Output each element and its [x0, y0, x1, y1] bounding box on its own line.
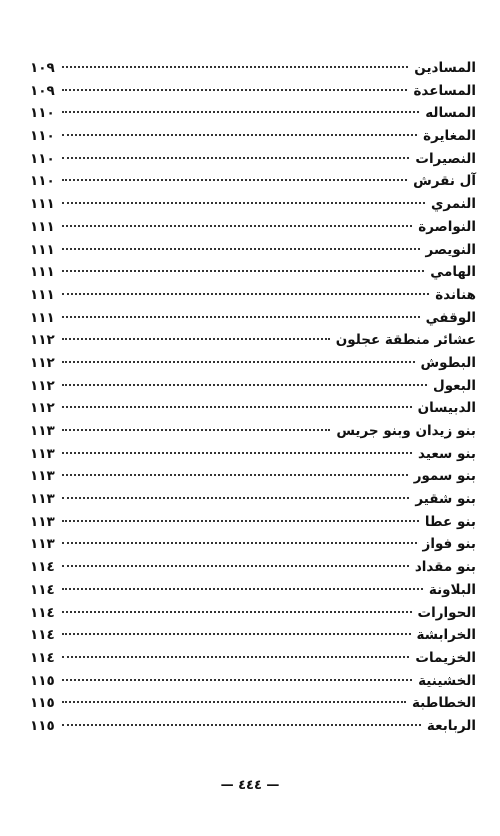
dot-leader: [62, 88, 407, 91]
dot-leader: [62, 383, 427, 386]
toc-entry-title: الربابعة: [426, 717, 476, 734]
dot-leader: [62, 201, 425, 204]
toc-entry-title: بنو عطا: [424, 513, 476, 530]
toc-entry-page: ١١٣: [30, 536, 55, 553]
dot-leader: [62, 541, 417, 544]
dot-leader: [62, 473, 408, 476]
toc-entry-page: ١١٣: [30, 513, 55, 530]
toc-entry-title: بنو مقداد: [414, 559, 476, 576]
toc-entry: [30, 511, 476, 534]
toc-entry-title: الحوارات: [417, 604, 476, 621]
toc-entry-title: بنو سمور: [413, 468, 476, 485]
toc-entry-page: ١١٢: [30, 377, 55, 394]
dot-leader: [62, 405, 412, 408]
toc-entry-title: المغايرة: [423, 128, 476, 145]
toc-entry: [30, 102, 476, 125]
toc-entry: [30, 465, 476, 488]
dot-leader: [62, 723, 421, 726]
toc-entry: [30, 261, 476, 284]
toc-entry-title: بنو شقير: [415, 491, 476, 508]
toc-entry: [30, 125, 476, 148]
toc-entry: [30, 352, 476, 375]
toc-entry-page: ١١٢: [30, 354, 55, 371]
toc-entry-title: الدبيسان: [417, 400, 476, 417]
toc-entry-title: النمري: [430, 196, 476, 213]
toc-entry-title: المساله: [425, 105, 476, 122]
toc-entry-page: ١١٠: [30, 150, 55, 167]
toc-entry: [30, 579, 476, 602]
dot-leader: [62, 133, 417, 136]
toc-entry: [30, 556, 476, 579]
toc-entry-page: ١١١: [30, 218, 55, 235]
toc-entry-title: البطوش: [420, 354, 476, 371]
toc-entry-page: ١١١: [30, 309, 55, 326]
dot-leader: [62, 65, 408, 68]
toc-entry-title: عشائر منطقة عجلون: [335, 332, 476, 349]
toc-entry: [30, 375, 476, 398]
toc-entry-page: ١٠٩: [30, 82, 55, 99]
dot-leader: [62, 655, 409, 658]
toc-entry: [30, 397, 476, 420]
dot-leader: [62, 632, 411, 635]
toc-entry: [30, 148, 476, 171]
dot-leader: [62, 564, 409, 567]
toc-entry: [30, 80, 476, 103]
dot-leader: [62, 587, 423, 590]
toc-entry-page: ١١٤: [30, 627, 55, 644]
toc-entry-page: ١١٤: [30, 581, 55, 598]
toc-entry: [30, 670, 476, 693]
toc-entry-page: ١١٤: [30, 559, 55, 576]
toc-entry-page: ١١١: [30, 196, 55, 213]
toc-entry-title: البعول: [432, 377, 476, 394]
toc-entry-page: ١١٢: [30, 332, 55, 349]
toc-entry-page: ١١٠: [30, 128, 55, 145]
dot-leader: [62, 678, 412, 681]
toc-entry-title: الخرابشة: [416, 627, 476, 644]
toc-entry-title: الوقفي: [425, 309, 476, 326]
toc-entry: [30, 692, 476, 715]
toc-entry-page: ١١٣: [30, 423, 55, 439]
toc-entry: [30, 715, 476, 738]
dot-leader: [62, 451, 412, 454]
page-number: — ٤٤٤ —: [220, 778, 280, 793]
dot-leader: [62, 247, 420, 250]
toc-entry: [30, 602, 476, 625]
toc-entry-title: البلاونة: [428, 581, 476, 598]
toc-entry: [30, 533, 476, 556]
dot-leader: [62, 178, 407, 181]
toc-entry: [30, 420, 476, 443]
toc-entry: [30, 239, 476, 262]
dot-leader: [62, 428, 330, 431]
dot-leader: [62, 292, 429, 295]
toc-entry: [30, 624, 476, 647]
dot-leader: [62, 315, 420, 318]
toc-entry-title: بنو فواز: [422, 536, 476, 553]
toc-entry-page: ١١٥: [30, 717, 55, 734]
toc-entry: [30, 488, 476, 511]
toc-entry: [30, 647, 476, 670]
toc-entry-title: الهامي: [430, 264, 476, 281]
toc-entry: [30, 216, 476, 239]
toc-entry-title: المساعدة: [413, 82, 476, 99]
table-of-contents: [30, 57, 476, 738]
toc-entry-page: ١١٣: [30, 491, 55, 508]
toc-entry-title: المسادين: [414, 60, 476, 76]
toc-entry-page: ١١٣: [30, 468, 55, 485]
dot-leader: [62, 156, 409, 159]
toc-entry-title: الخزيمات: [415, 649, 476, 666]
toc-entry-page: ١١٣: [30, 445, 55, 462]
toc-entry: [30, 329, 476, 352]
toc-entry-title: هناندة: [435, 286, 476, 303]
toc-entry-title: النصيرات: [415, 150, 476, 167]
dot-leader: [62, 496, 409, 499]
dot-leader: [62, 360, 415, 363]
toc-entry-page: ١١٠: [30, 105, 55, 122]
toc-entry-page: ١١٠: [30, 173, 55, 190]
toc-entry-title: الخشينية: [418, 672, 476, 689]
dot-leader: [62, 519, 419, 522]
toc-entry: [30, 443, 476, 466]
toc-entry-title: بنو سعيد: [418, 445, 476, 462]
toc-entry-page: ١١٤: [30, 604, 55, 621]
toc-entry: [30, 170, 476, 193]
toc-entry-page: ١١٢: [30, 400, 55, 417]
toc-entry-title: بنو زيدان وبنو جريس: [336, 423, 476, 439]
toc-entry-page: ١١١: [30, 241, 55, 258]
toc-entry: [30, 307, 476, 330]
dot-leader: [62, 610, 412, 613]
toc-entry-page: ١١١: [30, 286, 55, 303]
toc-entry-title: آل نقرش: [413, 173, 476, 190]
toc-entry-page: ١١٥: [30, 695, 55, 712]
toc-entry-title: النواصرة: [418, 218, 476, 235]
dot-leader: [62, 110, 419, 113]
toc-entry: [30, 284, 476, 307]
toc-entry-page: ١١١: [30, 264, 55, 281]
toc-entry-page: ١٠٩: [30, 60, 55, 76]
toc-entry-title: الخطاطبة: [411, 695, 476, 712]
toc-entry-page: ١١٤: [30, 649, 55, 666]
dot-leader: [62, 224, 412, 227]
dot-leader: [62, 700, 406, 703]
toc-entry-title: النويصر: [425, 241, 476, 258]
toc-entry: [30, 57, 476, 80]
toc-entry: [30, 193, 476, 216]
dot-leader: [62, 269, 424, 272]
toc-entry-page: ١١٥: [30, 672, 55, 689]
dot-leader: [62, 337, 330, 340]
